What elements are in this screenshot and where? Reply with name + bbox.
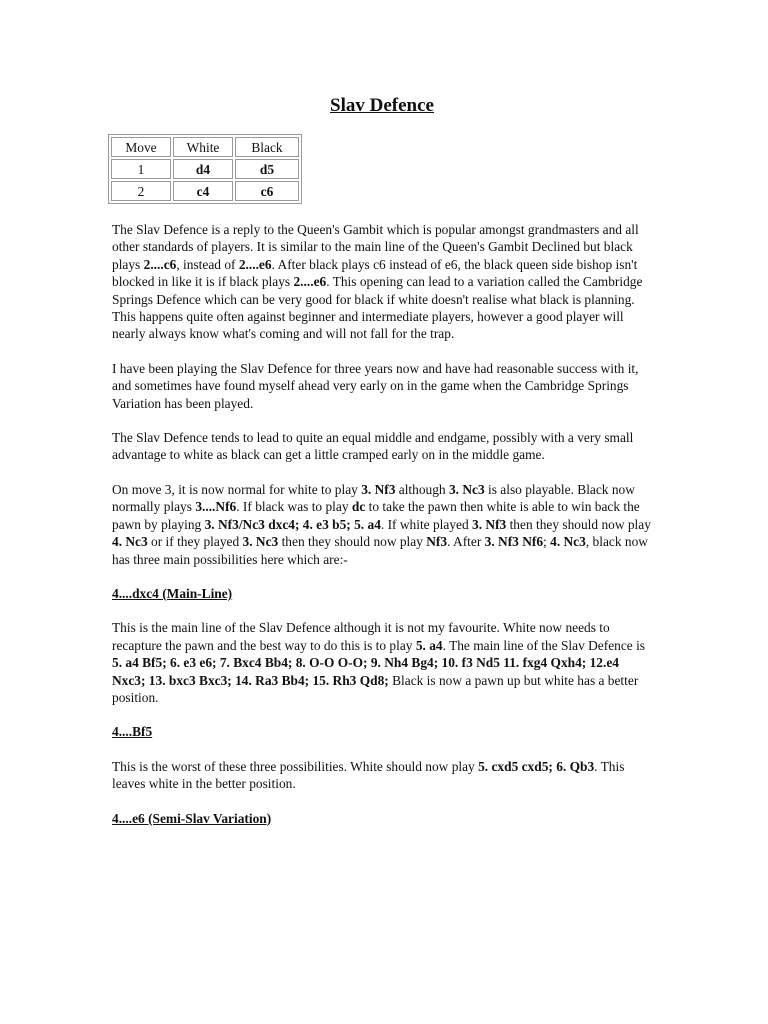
- text-run: . This leaves white in the better position.: [112, 758, 625, 792]
- move-notation: Nf3: [426, 534, 448, 550]
- text-run: then they should now play: [278, 534, 427, 550]
- moves-table: [108, 134, 302, 204]
- move-notation: 5. a4 Bf5; 6. e3 e6; 7. Bxc4 Bb4; 8. O-O O-O; 9. Nh4 Bg4; 10. f3 Nd5 11. fxg4 Qxh4; 12.e4 Nxc3; 13. bxc3 Bxc3; 14. Ra3 Bb4; 15. Rh3 Qd8;: [112, 655, 619, 688]
- table-cell-white-move: c4: [173, 181, 233, 201]
- bf5-paragraph: [112, 758, 652, 793]
- table-cell-move-number: 2: [111, 181, 171, 201]
- move-notation: 4. Nc3: [550, 534, 586, 550]
- text-run: . After black plays c6 instead of e6, the black queen side bishop isn't blocked in like it is if black plays: [112, 256, 638, 290]
- text-run: ;: [543, 534, 551, 550]
- table-header-move: Move: [111, 137, 171, 157]
- section-heading-bf5: 4....Bf5: [112, 724, 153, 740]
- move-notation: 3. Nf3 Nf6: [484, 534, 544, 550]
- move-notation: dc: [351, 499, 366, 515]
- move-notation: 4. Nc3: [112, 534, 148, 550]
- section-heading-semi-slav: 4....e6 (Semi-Slav Variation): [112, 810, 272, 826]
- text-run: . This opening can lead to a variation called the Cambridge Springs Defence which can be very good for black if white doesn't realise what black is planning. This happens quite often against beginner and intermediate players, however a good player will nearly always know what's coming and will not fall for the trap.: [112, 274, 643, 342]
- move-notation: 3....Nf6: [195, 499, 237, 515]
- text-run: Black is now a pawn up but white has a better position.: [112, 672, 639, 705]
- text-run: , instead of: [176, 256, 239, 272]
- text-run: This is the worst of these three possibilities. White should now play: [112, 758, 479, 774]
- document-page: [112, 94, 652, 844]
- middlegame-paragraph: The Slav Defence tends to lead to quite an equal middle and endgame, possibly with a very small advantage to white as black can get a little cramped early on in the middle game.: [112, 430, 634, 463]
- text-run: to take the pawn then white is able to win back the pawn by playing: [112, 499, 640, 532]
- main-line-paragraph: [112, 619, 652, 706]
- text-run: On move 3, it is now normal for white to play: [112, 481, 362, 497]
- table-row: [111, 181, 299, 201]
- section-heading-main-line: 4....dxc4 (Main-Line): [112, 585, 233, 601]
- move-notation: 3. Nf3: [361, 481, 396, 497]
- text-run: or if they played: [147, 534, 243, 550]
- text-run: is also playable. Black now normally plays: [112, 481, 635, 515]
- text-run: This is the main line of the Slav Defence although it is not my favourite. White now needs to recapture the pawn and the best way to do this is to play: [112, 620, 610, 653]
- page-title: Slav Defence: [330, 95, 434, 116]
- move-notation: 3. Nc3: [448, 481, 485, 497]
- text-run: . If black was to play: [236, 499, 352, 515]
- text-run: , black now has three main possibilities here which are:-: [112, 534, 648, 567]
- text-run: then they should now play: [506, 516, 651, 532]
- experience-paragraph: I have been playing the Slav Defence for three years now and have had reasonable success with it, and sometimes have found myself ahead very early on in the game when the Cambridge Springs Variation has been played.: [112, 360, 639, 411]
- move-notation: 2....e6: [293, 274, 327, 290]
- text-run: . After: [447, 534, 485, 550]
- move-notation: 2....e6: [238, 256, 272, 272]
- intro-paragraph: [112, 221, 652, 343]
- table-row: [111, 159, 299, 179]
- move-three-paragraph: [112, 481, 652, 568]
- table-header-black: Black: [235, 137, 299, 157]
- table-cell-white-move: d4: [173, 159, 233, 179]
- table-cell-black-move: c6: [235, 181, 299, 201]
- move-notation: 3. Nf3/Nc3 dxc4; 4. e3 b5; 5. a4: [204, 516, 381, 532]
- table-header-white: White: [173, 137, 233, 157]
- text-run: . If white played: [380, 516, 473, 532]
- text-run: although: [395, 481, 449, 497]
- text-run: The Slav Defence is a reply to the Queen's Gambit which is popular amongst grandmasters and all other standards of players. It is similar to the main line of the Queen's Gambit Declined but black plays: [112, 222, 639, 272]
- table-cell-black-move: d5: [235, 159, 299, 179]
- table-cell-move-number: 1: [111, 159, 171, 179]
- table-header-row: [111, 137, 299, 157]
- move-notation: 2....c6: [143, 256, 177, 272]
- text-run: . The main line of the Slav Defence is: [442, 637, 646, 653]
- move-notation: 3. Nf3: [472, 516, 507, 532]
- move-notation: 5. a4: [415, 637, 443, 653]
- move-notation: 3. Nc3: [242, 534, 279, 550]
- move-notation: 5. cxd5 cxd5; 6. Qb3: [478, 758, 595, 774]
